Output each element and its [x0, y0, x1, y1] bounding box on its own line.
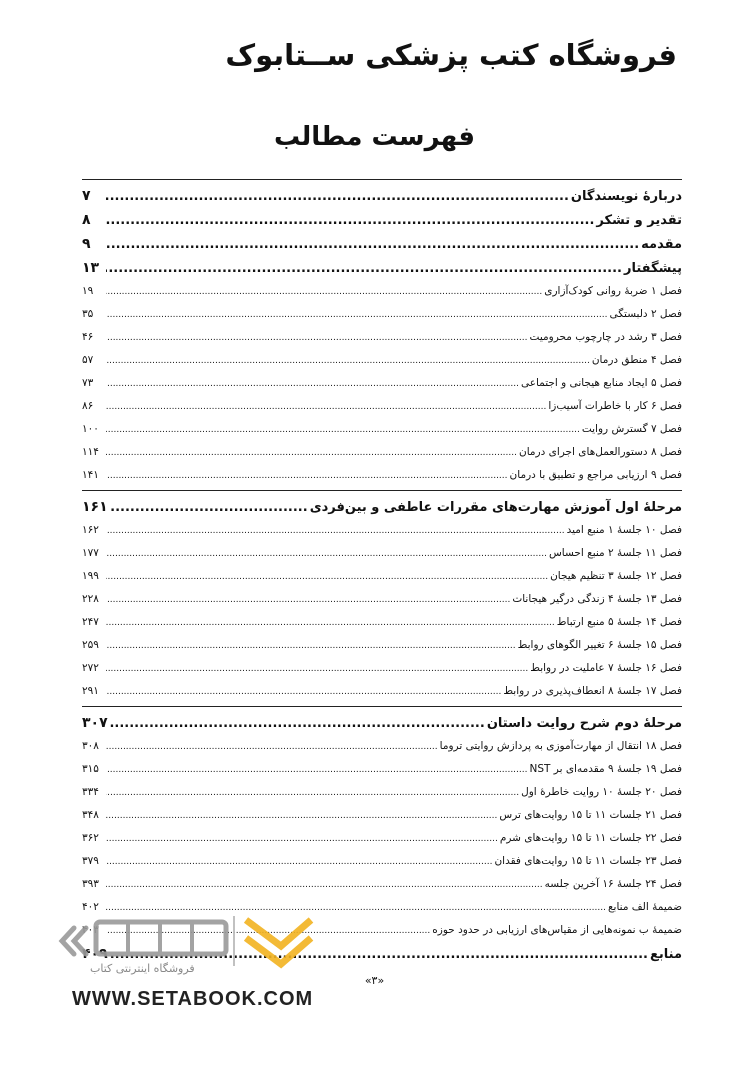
toc-entry-title: فصل ۱۵ جلسۀ ۶ تغییر الگوهای روابط	[517, 639, 682, 651]
toc-entry-row	[82, 395, 682, 418]
toc-entry-row	[82, 680, 682, 703]
toc-heading-row	[82, 256, 682, 280]
toc-entry-title: فصل ۸ دستورالعمل‌های اجرای درمان	[519, 446, 682, 458]
toc-entry-title: فصل ۱۷ جلسۀ ۸ انعطاف‌پذیری در روابط	[503, 685, 682, 697]
toc-heading-row	[82, 208, 682, 232]
dot-leader	[106, 735, 438, 759]
dot-leader	[106, 827, 498, 851]
toc-entry-row	[82, 542, 682, 565]
toc-entry-title: فصل ۳ رشد در چارچوب محرومیت	[529, 331, 682, 343]
toc-page-number: ۲۴۷	[82, 616, 99, 628]
toc-page-number: ۱۴۱	[82, 469, 99, 481]
toc-entry-title: فصل ۵ ایجاد منابع هیجانی و اجتماعی	[520, 377, 682, 389]
toc-page-number: ۹	[82, 236, 91, 252]
toc-entry-row	[82, 464, 682, 487]
dot-leader	[106, 372, 519, 396]
dot-leader	[110, 496, 308, 520]
toc-page-number: ۳۴۸	[82, 809, 99, 821]
dot-leader	[106, 611, 555, 635]
toc-entry-row	[82, 441, 682, 464]
dot-leader	[106, 657, 528, 681]
toc-entry-title: فصل ۱ ضربۀ روانی کودک‌آزاری	[544, 285, 682, 297]
toc-entry-title: پیشگفتار	[623, 261, 682, 276]
toc-page-number: ۸۶	[82, 400, 94, 412]
toc-entry-title: فصل ۱۴ جلسۀ ۵ منبع ارتباط	[556, 616, 682, 628]
dot-leader	[106, 209, 594, 233]
dot-leader	[106, 542, 547, 566]
store-title: فروشگاه کتب پزشکی ســتابوک	[225, 38, 677, 72]
toc-entry-row	[82, 758, 682, 781]
toc-entry-title: فصل ۱۱ جلسۀ ۲ منبع احساس	[548, 547, 682, 559]
toc-heading-row	[82, 232, 682, 256]
toc-page-number: ۳۱۵	[82, 763, 99, 775]
dot-leader	[106, 680, 501, 704]
dot-leader	[106, 565, 548, 589]
watermark-tagline: فروشگاه اینترنتی کتاب	[90, 962, 195, 975]
toc-entry-row	[82, 565, 682, 588]
toc-page-number: ۱۹	[82, 285, 94, 297]
toc-heading-row	[82, 495, 682, 519]
toc-entry-title: دربارۀ نویسندگان	[570, 189, 682, 204]
toc-page-number: ۴۰۳	[82, 924, 99, 936]
toc-page-number: ۱۹۹	[82, 570, 99, 582]
toc-page-number: ۳۵	[82, 308, 94, 320]
page-number: «۳»	[364, 974, 385, 987]
toc-entry-title: فصل ۱۰ جلسۀ ۱ منبع امید	[566, 524, 682, 536]
toc-entry-title: فصل ۱۶ جلسۀ ۷ عاملیت در روابط	[530, 662, 682, 674]
toc-page-number: ۱۶۲	[82, 524, 99, 536]
toc-entry-row	[82, 634, 682, 657]
toc-entry-row	[82, 827, 682, 850]
toc-entry-row	[82, 349, 682, 372]
toc-entry-title: فصل ۱۲ جلسۀ ۳ تنظیم هیجان	[550, 570, 682, 582]
toc-entry-title: فصل ۴ منطق درمان	[591, 354, 682, 366]
toc-entry-row	[82, 611, 682, 634]
toc-entry-row	[82, 303, 682, 326]
dot-leader	[106, 464, 508, 488]
dot-leader	[106, 185, 569, 209]
dot-leader	[106, 873, 543, 897]
section-divider	[82, 179, 682, 180]
toc-page-number: ۴۰۲	[82, 901, 99, 913]
toc-entry-title: فصل ۱۸ انتقال از مهارت‌آموزی به پردازش روایتی تروما	[439, 740, 682, 752]
dot-leader	[106, 441, 517, 465]
toc-entry-row	[82, 873, 682, 896]
dot-leader	[106, 634, 516, 658]
dot-leader	[106, 781, 519, 805]
toc-page-number: ۴۰۹	[82, 946, 108, 962]
toc-page-number: ۸	[82, 212, 91, 228]
dot-leader	[106, 349, 590, 373]
toc-page-number: ۳۰۷	[82, 715, 108, 731]
toc-page-number: ۳۹۳	[82, 878, 99, 890]
dot-leader	[106, 233, 639, 257]
dot-leader	[110, 712, 485, 736]
toc-entry-title: ضمیمۀ ب نمونه‌هایی از مقیاس‌های ارزیابی در حدود حوزه	[432, 924, 682, 936]
toc-page-number: ۵۷	[82, 354, 94, 366]
toc-page-number: ۳۷۹	[82, 855, 99, 867]
table-of-contents	[82, 176, 682, 966]
toc-entry-title: فصل ۱۹ جلسۀ ۹ مقدمه‌ای بر NST	[529, 763, 682, 775]
toc-title: فهرست مطالب	[274, 122, 475, 152]
toc-entry-title: فصل ۲۰ جلسۀ ۱۰ روایت خاطرۀ اول	[521, 786, 682, 798]
toc-entry-title: مقدمه	[641, 237, 682, 252]
dot-leader	[106, 519, 565, 543]
toc-page-number: ۲۷۲	[82, 662, 99, 674]
toc-entry-row	[82, 850, 682, 873]
toc-entry-row	[82, 372, 682, 395]
toc-entry-title: فصل ۹ ارزیابی مراجع و تطبیق با درمان	[509, 469, 682, 481]
dot-leader	[106, 418, 580, 442]
toc-page-number: ۱۶۱	[82, 499, 108, 515]
dot-leader	[106, 850, 492, 874]
toc-page-number: ۱۰۰	[82, 423, 99, 435]
toc-page-number: ۷	[82, 188, 91, 204]
toc-entry-row	[82, 326, 682, 349]
toc-entry-row	[82, 519, 682, 542]
toc-heading-row	[82, 711, 682, 735]
toc-entry-title: فصل ۲۲ جلسات ۱۱ تا ۱۵ روایت‌های شرم	[499, 832, 682, 844]
toc-page-number: ۲۵۹	[82, 639, 99, 651]
toc-heading-row	[82, 184, 682, 208]
dot-leader	[106, 280, 542, 304]
toc-entry-row	[82, 280, 682, 303]
toc-page-number: ۴۶	[82, 331, 94, 343]
toc-entry-row	[82, 657, 682, 680]
dot-leader	[106, 395, 546, 419]
dot-leader	[106, 257, 622, 281]
toc-entry-row	[82, 418, 682, 441]
toc-entry-title: فصل ۶ کار با خاطرات آسیب‌زا	[548, 400, 682, 412]
toc-entry-title: فصل ۲۴ جلسۀ ۱۶ آخرین جلسه	[544, 878, 682, 890]
dot-leader	[106, 326, 528, 350]
toc-page-number: ۳۶۲	[82, 832, 99, 844]
dot-leader	[106, 804, 497, 828]
section-divider	[82, 490, 682, 491]
toc-entry-title: مرحلۀ دوم شرح روایت داستان	[486, 716, 682, 731]
toc-page-number: ۲۹۱	[82, 685, 99, 697]
toc-page-number: ۳۰۸	[82, 740, 99, 752]
toc-entry-title: فصل ۱۳ جلسۀ ۴ زندگی درگیر هیجانات	[512, 593, 682, 605]
toc-entry-title: ضمیمۀ الف منابع	[607, 901, 682, 913]
toc-entry-row	[82, 804, 682, 827]
dot-leader	[106, 303, 607, 327]
toc-page-number: ۲۲۸	[82, 593, 99, 605]
toc-entry-title: فصل ۲ دلبستگی	[609, 308, 682, 320]
toc-entry-title: فصل ۲۳ جلسات ۱۱ تا ۱۵ روایت‌های فقدان	[494, 855, 682, 867]
toc-page-number: ۱۳	[82, 260, 100, 276]
toc-entry-title: فصل ۷ گسترش روایت	[581, 423, 682, 435]
toc-page-number: ۱۱۴	[82, 446, 99, 458]
toc-entry-row	[82, 735, 682, 758]
toc-page-number: ۳۳۴	[82, 786, 99, 798]
toc-page-number: ۷۳	[82, 377, 94, 389]
toc-entry-title: منابع	[650, 947, 682, 962]
toc-entry-title: فصل ۲۱ جلسات ۱۱ تا ۱۵ روایت‌های ترس	[499, 809, 682, 821]
dot-leader	[106, 758, 528, 782]
toc-entry-title: تقدیر و تشکر	[596, 213, 682, 228]
section-divider	[82, 706, 682, 707]
watermark-website: WWW.SETABOOK.COM	[72, 988, 314, 1010]
dot-leader	[106, 588, 510, 612]
toc-entry-row	[82, 781, 682, 804]
toc-entry-title: مرحلۀ اول آموزش مهارت‌های مقررات عاطفی و بین‌فردی	[309, 500, 682, 515]
toc-page-number: ۱۷۷	[82, 547, 99, 559]
toc-entry-row	[82, 588, 682, 611]
